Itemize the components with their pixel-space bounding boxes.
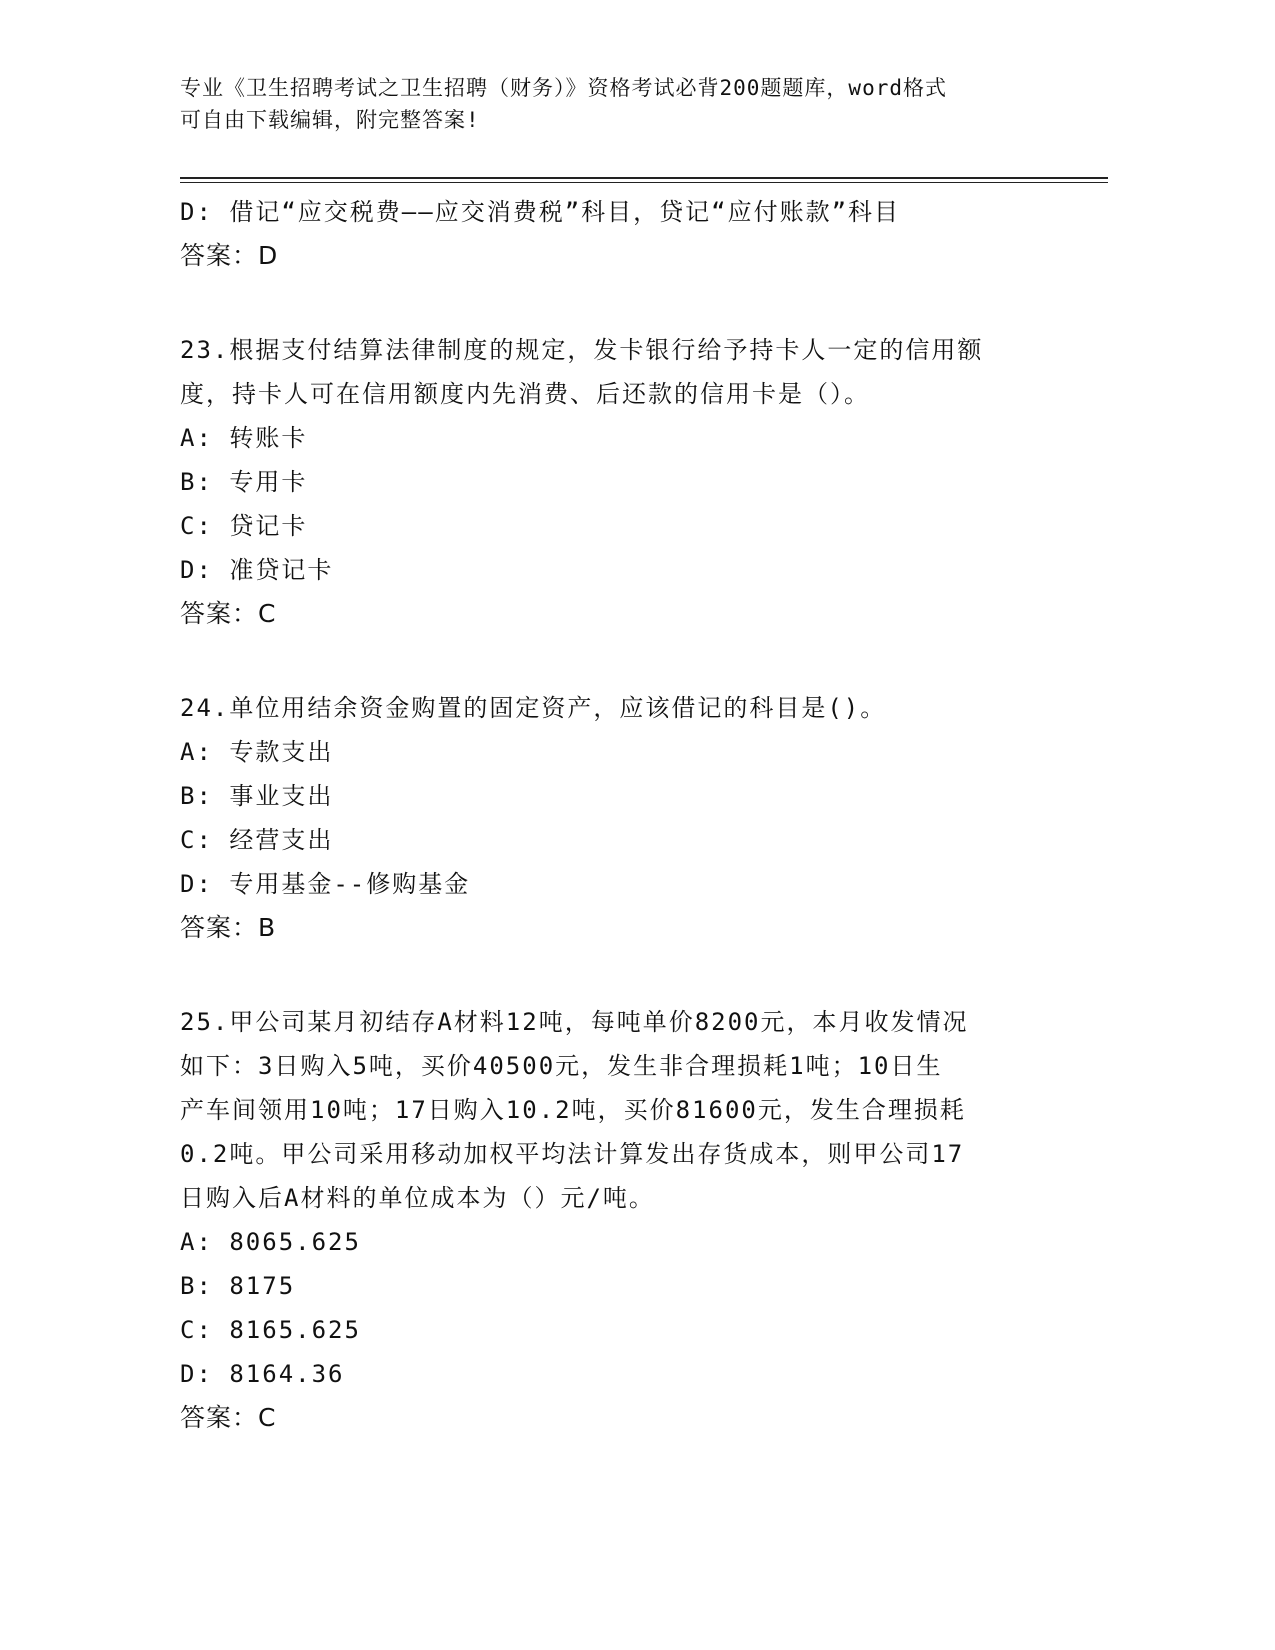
- document-header: [180, 72, 1040, 136]
- spacer: [180, 950, 1060, 1000]
- answer-label: 答案：C: [180, 599, 277, 628]
- question-text: 日购入后A材料的单位成本为（）元/吨。: [180, 1184, 655, 1212]
- option-b: B: 8175: [180, 1272, 296, 1300]
- question-text: 如下：3日购入5吨，买价40500元，发生非合理损耗1吨；10日生: [180, 1052, 943, 1080]
- header-line-1: 专业《卫生招聘考试之卫生招聘（财务）》资格考试必背200题题库，word格式: [180, 76, 947, 100]
- option-d: D: 准贷记卡: [180, 556, 334, 584]
- header-line-2: 可自由下载编辑，附完整答案!: [180, 108, 480, 132]
- option-b: B: 专用卡: [180, 468, 308, 496]
- question-22-tail: [180, 190, 1060, 278]
- option-b: B: 事业支出: [180, 782, 334, 810]
- question-25: [180, 1000, 1060, 1440]
- option-a: A: 转账卡: [180, 424, 308, 452]
- question-text: 产车间领用10吨；17日购入10.2吨，买价81600元，发生合理损耗: [180, 1096, 966, 1124]
- option-a: A: 专款支出: [180, 738, 334, 766]
- option-c: C: 经营支出: [180, 826, 334, 854]
- answer-label: 答案：B: [180, 913, 277, 942]
- question-24: [180, 686, 1060, 950]
- spacer: [180, 278, 1060, 328]
- answer-label: 答案：C: [180, 1403, 277, 1432]
- answer-label: 答案：D: [180, 241, 279, 270]
- option-d: D: 专用基金--修购基金: [180, 870, 471, 898]
- question-text: 24.单位用结余资金购置的固定资产，应该借记的科目是()。: [180, 694, 887, 722]
- option-c: C: 8165.625: [180, 1316, 361, 1344]
- question-text: 度，持卡人可在信用额度内先消费、后还款的信用卡是（）。: [180, 380, 870, 408]
- spacer: [180, 636, 1060, 686]
- option-a: A: 8065.625: [180, 1228, 361, 1256]
- option-d: D: 8164.36: [180, 1360, 345, 1388]
- option-d: D: 借记“应交税费——应交消费税”科目，贷记“应付账款”科目: [180, 198, 901, 226]
- question-text: 23.根据支付结算法律制度的规定，发卡银行给予持卡人一定的信用额: [180, 336, 984, 364]
- header-divider-thin: [180, 182, 1108, 183]
- question-23: [180, 328, 1060, 636]
- header-divider-thick: [180, 177, 1108, 179]
- question-text: 0.2吨。甲公司采用移动加权平均法计算发出存货成本，则甲公司17: [180, 1140, 965, 1168]
- option-c: C: 贷记卡: [180, 512, 308, 540]
- question-text: 25.甲公司某月初结存A材料12吨，每吨单价8200元，本月收发情况: [180, 1008, 969, 1036]
- question-list: [180, 190, 1060, 1440]
